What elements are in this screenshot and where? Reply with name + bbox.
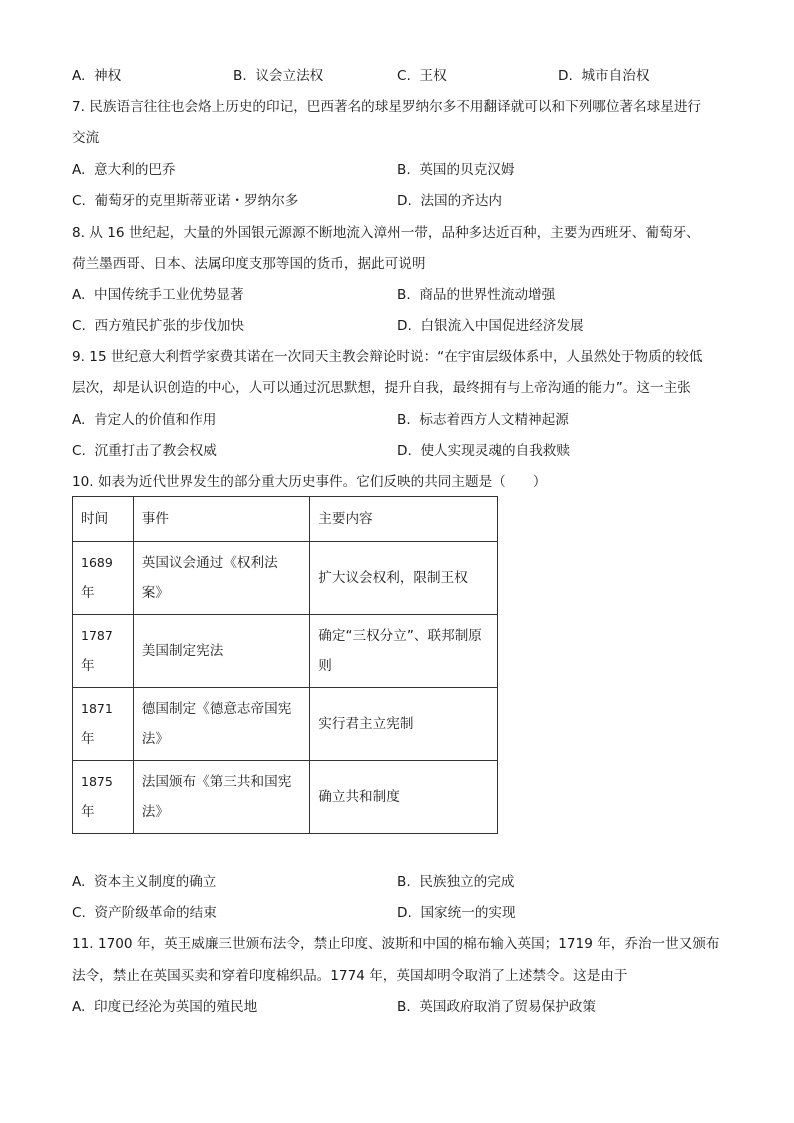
cell-event bbox=[133, 761, 309, 834]
event-line2: 法》 bbox=[141, 731, 169, 747]
option-letter: A. bbox=[72, 874, 86, 890]
table-header-row bbox=[73, 497, 498, 542]
cell-content bbox=[310, 688, 498, 761]
cell-content bbox=[310, 761, 498, 834]
q8-stem-line1: 8. 从 16 世纪起，大量的外国银元源源不断地流入漳州一带，品种多达近百种，主要为西班牙、葡萄牙、 bbox=[72, 225, 700, 241]
q6-option-d bbox=[558, 66, 649, 86]
q7-option-b bbox=[397, 160, 514, 180]
q9-option-d bbox=[397, 441, 570, 461]
option-letter: B. bbox=[233, 68, 247, 84]
option-letter: D. bbox=[397, 443, 412, 459]
event-line1: 英国议会通过《权利法 bbox=[141, 555, 278, 571]
year-number: 1875 bbox=[81, 774, 113, 789]
year-number: 1787 bbox=[81, 628, 113, 643]
option-letter: B. bbox=[397, 412, 411, 428]
content-line1: 扩大议会权利，限制王权 bbox=[318, 570, 468, 586]
option-text: 资产阶级革命的结束 bbox=[94, 905, 217, 921]
q6-option-c bbox=[397, 66, 447, 86]
table-row bbox=[73, 542, 498, 615]
content-line1: 确立共和制度 bbox=[318, 789, 400, 805]
option-letter: A. bbox=[72, 412, 86, 428]
table-row bbox=[73, 761, 498, 834]
option-letter: D. bbox=[397, 193, 412, 209]
q8-option-b bbox=[397, 285, 555, 305]
option-letter: B. bbox=[397, 287, 411, 303]
year-number: 1689 bbox=[81, 555, 113, 570]
option-text: 资本主义制度的确立 bbox=[94, 874, 217, 890]
q7-stem-line2: 交流 bbox=[72, 130, 100, 146]
option-text: 议会立法权 bbox=[255, 68, 324, 84]
content-line1: 确定“三权分立”、联邦制原 bbox=[318, 628, 482, 644]
option-text: 民族独立的完成 bbox=[419, 874, 515, 890]
q9-stem-line1: 9. 15 世纪意大利哲学家费其诺在一次同天主教会辩论时说：“在宇宙层级体系中，人虽然处于物质的较低 bbox=[72, 349, 703, 365]
option-letter: D. bbox=[397, 905, 412, 921]
event-line1: 美国制定宪法 bbox=[141, 643, 224, 659]
option-letter: C. bbox=[72, 193, 86, 209]
content-line1: 实行君主立宪制 bbox=[318, 716, 414, 732]
option-letter: D. bbox=[558, 68, 573, 84]
event-line1: 法国颁布《第三共和国宪 bbox=[141, 774, 292, 790]
q7-option-d bbox=[397, 191, 502, 211]
option-text: 白银流入中国促进经济发展 bbox=[420, 318, 584, 334]
option-letter: A. bbox=[72, 68, 86, 84]
header-content: 主要内容 bbox=[310, 497, 498, 542]
option-letter: C. bbox=[72, 443, 86, 459]
cell-year bbox=[73, 761, 134, 834]
q11-stem-line2: 法令，禁止在英国买卖和穿着印度棉织品。1774 年，英国却明令取消了上述禁令。这是由于 bbox=[72, 968, 628, 984]
year-unit: 年 bbox=[81, 731, 95, 747]
cell-year bbox=[73, 542, 134, 615]
q10-option-a bbox=[72, 872, 216, 892]
option-text: 意大利的巴乔 bbox=[94, 162, 176, 178]
option-text: 法国的齐达内 bbox=[420, 193, 503, 209]
option-text: 西方殖民扩张的步伐加快 bbox=[94, 318, 245, 334]
q11-option-a bbox=[72, 997, 257, 1017]
cell-event bbox=[133, 615, 309, 688]
q10-stem: 10. 如表为近代世界发生的部分重大历史事件。它们反映的共同主题是（ ） bbox=[72, 474, 547, 490]
q8-option-c bbox=[72, 316, 244, 336]
cell-content bbox=[310, 542, 498, 615]
option-text: 沉重打击了教会权威 bbox=[94, 443, 217, 459]
option-letter: A. bbox=[72, 999, 86, 1015]
table-row bbox=[73, 615, 498, 688]
year-unit: 年 bbox=[81, 804, 95, 820]
q7-option-c bbox=[72, 191, 298, 211]
option-text: 英国政府取消了贸易保护政策 bbox=[419, 999, 597, 1015]
content-line2: 则 bbox=[318, 658, 332, 674]
q6-option-b bbox=[233, 66, 323, 86]
option-letter: B. bbox=[397, 162, 411, 178]
q9-option-a bbox=[72, 410, 216, 430]
option-text: 葡萄牙的克里斯蒂亚诺・罗纳尔多 bbox=[94, 193, 299, 209]
option-letter: C. bbox=[397, 68, 411, 84]
header-time: 时间 bbox=[73, 497, 134, 542]
q10-option-c bbox=[72, 903, 217, 923]
year-unit: 年 bbox=[81, 658, 95, 674]
option-text: 标志着西方人文精神起源 bbox=[419, 412, 569, 428]
table-row bbox=[73, 688, 498, 761]
q7-option-a bbox=[72, 160, 176, 180]
year-number: 1871 bbox=[81, 701, 113, 716]
q10-option-d bbox=[397, 903, 516, 923]
q8-stem-line2: 荷兰墨西哥、日本、法属印度支那等国的货币，据此可说明 bbox=[72, 256, 426, 272]
option-text: 国家统一的实现 bbox=[420, 905, 516, 921]
option-letter: B. bbox=[397, 874, 411, 890]
q11-stem-line1: 11. 1700 年，英王威廉三世颁布法令，禁止印度、波斯和中国的棉布输入英国；1719 年，乔治一世又颁布 bbox=[72, 936, 720, 952]
event-line2: 法》 bbox=[141, 804, 169, 820]
cell-event bbox=[133, 542, 309, 615]
event-line2: 案》 bbox=[141, 585, 169, 601]
q9-stem-line2: 层次，却是认识创造的中心，人可以通过沉思默想，提升自我，最终拥有与上帝沟通的能力”。这一主张 bbox=[72, 380, 691, 396]
q11-option-b bbox=[397, 997, 596, 1017]
option-letter: D. bbox=[397, 318, 412, 334]
header-event: 事件 bbox=[133, 497, 309, 542]
option-text: 中国传统手工业优势显著 bbox=[94, 287, 244, 303]
q8-option-a bbox=[72, 285, 244, 305]
option-text: 使人实现灵魂的自我救赎 bbox=[420, 443, 570, 459]
option-letter: C. bbox=[72, 905, 86, 921]
cell-year bbox=[73, 688, 134, 761]
q6-option-a bbox=[72, 66, 121, 86]
option-text: 肯定人的价值和作用 bbox=[94, 412, 217, 428]
option-text: 城市自治权 bbox=[581, 68, 650, 84]
cell-year bbox=[73, 615, 134, 688]
option-text: 印度已经沦为英国的殖民地 bbox=[94, 999, 258, 1015]
option-letter: A. bbox=[72, 162, 86, 178]
q7-stem-line1: 7. 民族语言往往也会烙上历史的印记，巴西著名的球星罗纳尔多不用翻译就可以和下列哪位著名球星进行 bbox=[72, 99, 702, 115]
option-letter: B. bbox=[397, 999, 411, 1015]
cell-event bbox=[133, 688, 309, 761]
events-table bbox=[72, 496, 498, 834]
option-text: 神权 bbox=[94, 68, 122, 84]
event-line1: 德国制定《德意志帝国宪 bbox=[141, 701, 292, 717]
option-text: 商品的世界性流动增强 bbox=[419, 287, 556, 303]
option-text: 王权 bbox=[419, 68, 447, 84]
q9-option-b bbox=[397, 410, 569, 430]
year-unit: 年 bbox=[81, 585, 95, 601]
option-letter: A. bbox=[72, 287, 86, 303]
option-letter: C. bbox=[72, 318, 86, 334]
q8-option-d bbox=[397, 316, 584, 336]
cell-content bbox=[310, 615, 498, 688]
q9-option-c bbox=[72, 441, 217, 461]
option-text: 英国的贝克汉姆 bbox=[419, 162, 515, 178]
q10-option-b bbox=[397, 872, 514, 892]
